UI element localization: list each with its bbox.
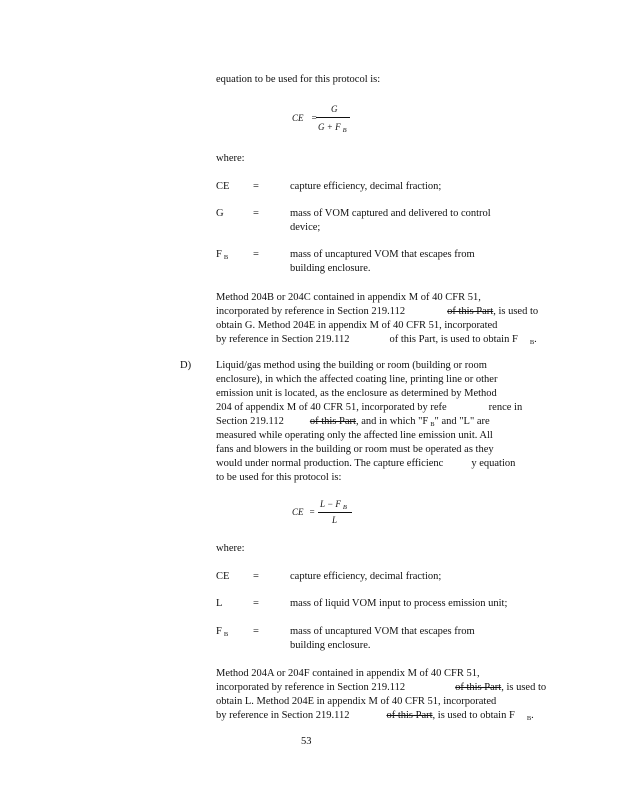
def-symbol: G [216, 208, 224, 219]
where-label-1: where: [216, 153, 245, 164]
where-label-2: where: [216, 543, 245, 554]
eq1-lhs: CE [292, 113, 304, 123]
section-d-label: D) [180, 360, 192, 371]
method-paragraph-2: Method 204A or 204F contained in appendix M of 40 CFR 51, incorporated by reference in Section 219.112 of this Part, is used to obtain L. Method 204E in appendix M of 40 CFR 51, incorporated by reference in Section 219.112 of this Part, is used to obtain F $_B$. [216, 668, 547, 722]
def-equals: = [253, 208, 259, 219]
def-equals: = [253, 571, 259, 582]
page-number: 53 [301, 736, 312, 747]
eq2-fraction-bar [318, 512, 352, 513]
def-symbol: CE [216, 571, 230, 582]
def-equals: = [253, 598, 259, 609]
def-symbol: F $_B$ [216, 249, 229, 261]
def-text: capture efficiency, decimal fraction; [290, 571, 442, 582]
def-text: building enclosure. [290, 263, 371, 274]
def-symbol: F $_B$ [216, 626, 229, 638]
def-text: device; [290, 222, 321, 233]
eq1-numerator: G [331, 104, 338, 114]
def-symbol: CE [216, 181, 230, 192]
eq1-equals: = [311, 113, 318, 123]
def-equals: = [253, 181, 259, 192]
intro-line: equation to be used for this protocol is: [216, 74, 381, 85]
def-text: building enclosure. [290, 640, 371, 651]
eq1-denominator: G + F $_B$ [318, 122, 347, 134]
def-equals: = [253, 249, 259, 260]
def-equals: = [253, 626, 259, 637]
def-text: mass of VOM captured and delivered to control [290, 208, 491, 219]
def-text: mass of uncaptured VOM that escapes from [290, 249, 475, 260]
def-text: mass of uncaptured VOM that escapes from [290, 626, 475, 637]
method-paragraph-1: Method 204B or 204C contained in appendix M of 40 CFR 51, incorporated by reference in Section 219.112 of this Part, is used to obtain G. Method 204E in appendix M of 40 CFR 51, incorporated by reference in Section 219.112 of this Part, is used to obtain F $_B$. [216, 292, 539, 346]
def-text: mass of liquid VOM input to process emission unit; [290, 598, 508, 609]
def-symbol: L [216, 598, 223, 609]
eq2-denominator: L [332, 515, 338, 525]
eq2-equals: = [309, 507, 316, 517]
eq1-fraction-bar [316, 117, 350, 118]
eq2-numerator: L − F $_B$ [320, 499, 347, 511]
eq2-lhs: CE [292, 507, 304, 517]
section-d-paragraph: Liquid/gas method using the building or room (building or room enclosure), in which the affected coating line, printing line or other emission unit is located, as the enclosure as determined by Method 204 of appendix M of 40 CFR 51, incorporated by refe rence in Section 219.112 of this Part, and in which "F $_B$" and "L" are measured while operating only the affected line emission unit. All fans and blowers in the building or room must be operated as they would under normal production. The capture efficienc y equation to be used for this protocol is: [216, 360, 523, 483]
def-text: capture efficiency, decimal fraction; [290, 181, 442, 192]
